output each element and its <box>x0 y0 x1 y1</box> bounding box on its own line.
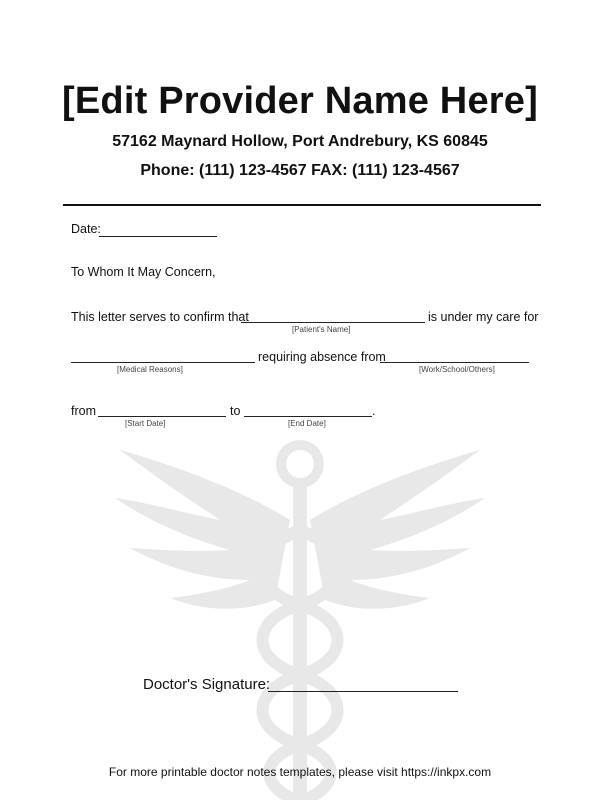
footer-note: For more printable doctor notes templates, please visit https://inkpx.com <box>108 765 492 779</box>
header-divider <box>63 204 541 206</box>
doctor-signature-label: Doctor's Signature: <box>143 676 271 693</box>
medical-reasons-line[interactable] <box>71 362 255 363</box>
date-label: Date: <box>71 222 101 236</box>
provider-phone-fax: Phone: (111) 123-4567 FAX: (111) 123-4567 <box>140 162 460 179</box>
doctor-signature-line[interactable] <box>268 691 458 692</box>
work-school-hint: [Work/School/Others] <box>419 365 495 374</box>
salutation: To Whom It May Concern, <box>71 265 216 279</box>
to-label: to <box>230 404 241 418</box>
patient-name-line[interactable] <box>241 322 425 323</box>
from-label: from <box>71 404 96 418</box>
confirm-prefix-text: This letter serves to confirm that <box>71 310 249 324</box>
care-suffix-text: is under my care for <box>428 310 539 324</box>
end-date-hint: [End Date] <box>288 419 326 428</box>
start-date-line[interactable] <box>98 416 226 417</box>
absence-text: requiring absence from <box>258 350 386 364</box>
work-school-line[interactable] <box>380 362 529 363</box>
patient-name-hint: [Patient's Name] <box>292 325 351 334</box>
date-field-line[interactable] <box>99 236 217 237</box>
provider-address: 57162 Maynard Hollow, Port Andrebury, KS 60845 <box>112 133 488 150</box>
end-period: . <box>372 404 376 418</box>
end-date-line[interactable] <box>244 416 372 417</box>
provider-name-title: [Edit Provider Name Here] <box>62 80 538 122</box>
start-date-hint: [Start Date] <box>125 419 166 428</box>
medical-reasons-hint: [Medical Reasons] <box>117 365 183 374</box>
